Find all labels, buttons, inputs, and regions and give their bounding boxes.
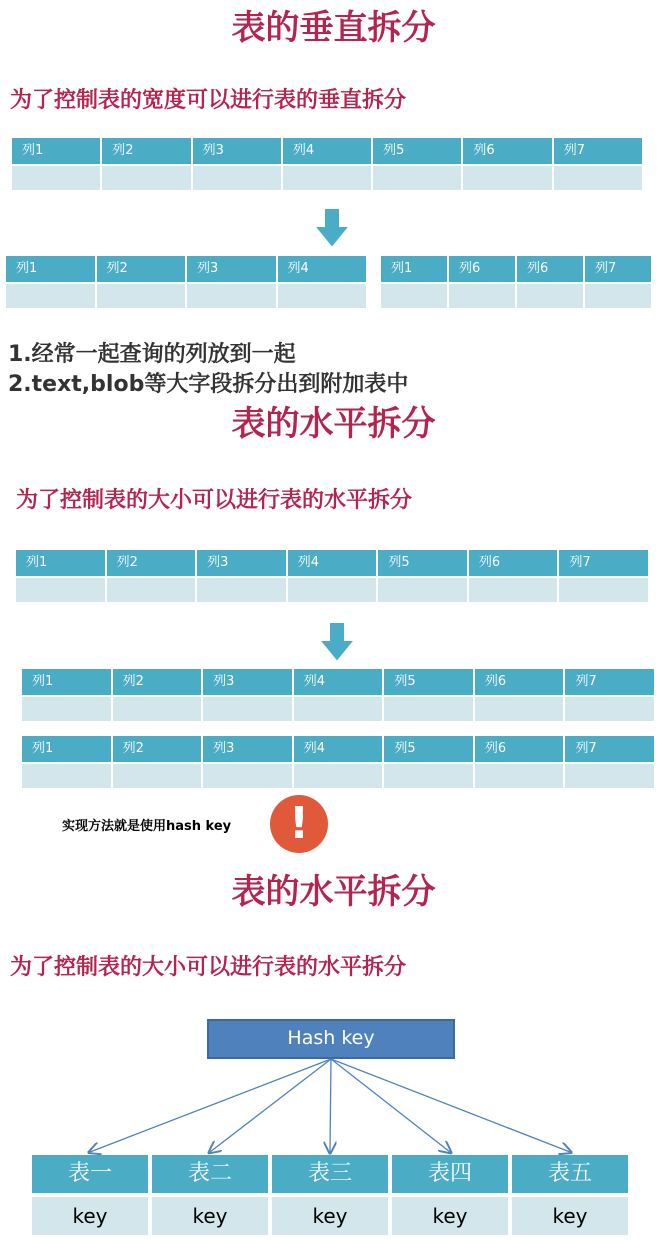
shard-table-key: key bbox=[392, 1197, 508, 1235]
shard-table-name: 表一 bbox=[32, 1155, 148, 1193]
column-header: 列7 bbox=[565, 669, 656, 695]
connector-arrow bbox=[331, 1059, 450, 1152]
column-header: 列4 bbox=[294, 736, 385, 762]
column-header: 列7 bbox=[559, 550, 650, 576]
horizontal-split-subtitle: 为了控制表的大小可以进行表的水平拆分 bbox=[16, 488, 413, 513]
connector-arrow bbox=[330, 1059, 331, 1152]
shard-table-5 bbox=[512, 1155, 628, 1235]
shard-table-4 bbox=[392, 1155, 508, 1235]
shard-table-1 bbox=[32, 1155, 148, 1235]
column-header: 列3 bbox=[203, 736, 294, 762]
column-header: 列3 bbox=[203, 669, 294, 695]
shard-table-key: key bbox=[32, 1197, 148, 1235]
shard-table-3 bbox=[272, 1155, 388, 1235]
column-header: 列5 bbox=[378, 550, 469, 576]
hash-key-method-note: 实现方法就是使用hash key bbox=[62, 819, 232, 834]
column-header: 列5 bbox=[373, 138, 463, 164]
column-header: 列1 bbox=[381, 256, 449, 282]
column-header: 列2 bbox=[102, 138, 192, 164]
shard-table-key: key bbox=[152, 1197, 268, 1235]
column-header: 列7 bbox=[585, 256, 653, 282]
vertical-split-note-1: 1.经常一起查询的列放到一起 bbox=[8, 342, 296, 367]
shard-table-name: 表二 bbox=[152, 1155, 268, 1193]
connector-arrow bbox=[90, 1059, 331, 1152]
column-header: 列2 bbox=[97, 256, 188, 282]
column-header: 列1 bbox=[22, 669, 113, 695]
connector-arrow bbox=[331, 1059, 570, 1152]
column-header: 列6 bbox=[449, 256, 517, 282]
column-header: 列6 bbox=[475, 736, 566, 762]
column-header: 列2 bbox=[107, 550, 198, 576]
column-header: 列1 bbox=[6, 256, 97, 282]
shard-table-2 bbox=[152, 1155, 268, 1235]
column-header: 列4 bbox=[288, 550, 379, 576]
column-header: 列6 bbox=[469, 550, 560, 576]
column-header: 列5 bbox=[384, 736, 475, 762]
hash-split-title: 表的水平拆分 bbox=[231, 872, 436, 912]
column-header: 列3 bbox=[197, 550, 288, 576]
shard-table-key: key bbox=[272, 1197, 388, 1235]
column-header: 列7 bbox=[554, 138, 644, 164]
column-header: 列3 bbox=[193, 138, 283, 164]
hash-split-subtitle: 为了控制表的大小可以进行表的水平拆分 bbox=[10, 955, 407, 980]
vertical-split-subtitle: 为了控制表的宽度可以进行表的垂直拆分 bbox=[10, 88, 407, 113]
column-header: 列6 bbox=[463, 138, 553, 164]
column-header: 列2 bbox=[113, 669, 204, 695]
vertical-split-title: 表的垂直拆分 bbox=[231, 8, 436, 48]
connector-arrow bbox=[210, 1059, 331, 1152]
column-header: 列6 bbox=[475, 669, 566, 695]
warning-icon: ! bbox=[270, 795, 328, 853]
column-header: 列1 bbox=[12, 138, 102, 164]
column-header: 列4 bbox=[283, 138, 373, 164]
column-header: 列4 bbox=[294, 669, 385, 695]
column-header: 列5 bbox=[384, 669, 475, 695]
column-header: 列1 bbox=[22, 736, 113, 762]
shard-table-key: key bbox=[512, 1197, 628, 1235]
column-header: 列6 bbox=[517, 256, 585, 282]
column-header: 列1 bbox=[16, 550, 107, 576]
column-header: 列3 bbox=[187, 256, 278, 282]
shard-table-name: 表三 bbox=[272, 1155, 388, 1193]
horizontal-split-title: 表的水平拆分 bbox=[231, 404, 436, 444]
column-header: 列2 bbox=[113, 736, 204, 762]
vertical-split-note-2: 2.text,blob等大字段拆分出到附加表中 bbox=[8, 372, 409, 397]
shard-table-name: 表五 bbox=[512, 1155, 628, 1193]
column-header: 列7 bbox=[565, 736, 656, 762]
shard-table-name: 表四 bbox=[392, 1155, 508, 1193]
column-header: 列4 bbox=[278, 256, 369, 282]
hash-key-box: Hash key bbox=[207, 1019, 455, 1059]
